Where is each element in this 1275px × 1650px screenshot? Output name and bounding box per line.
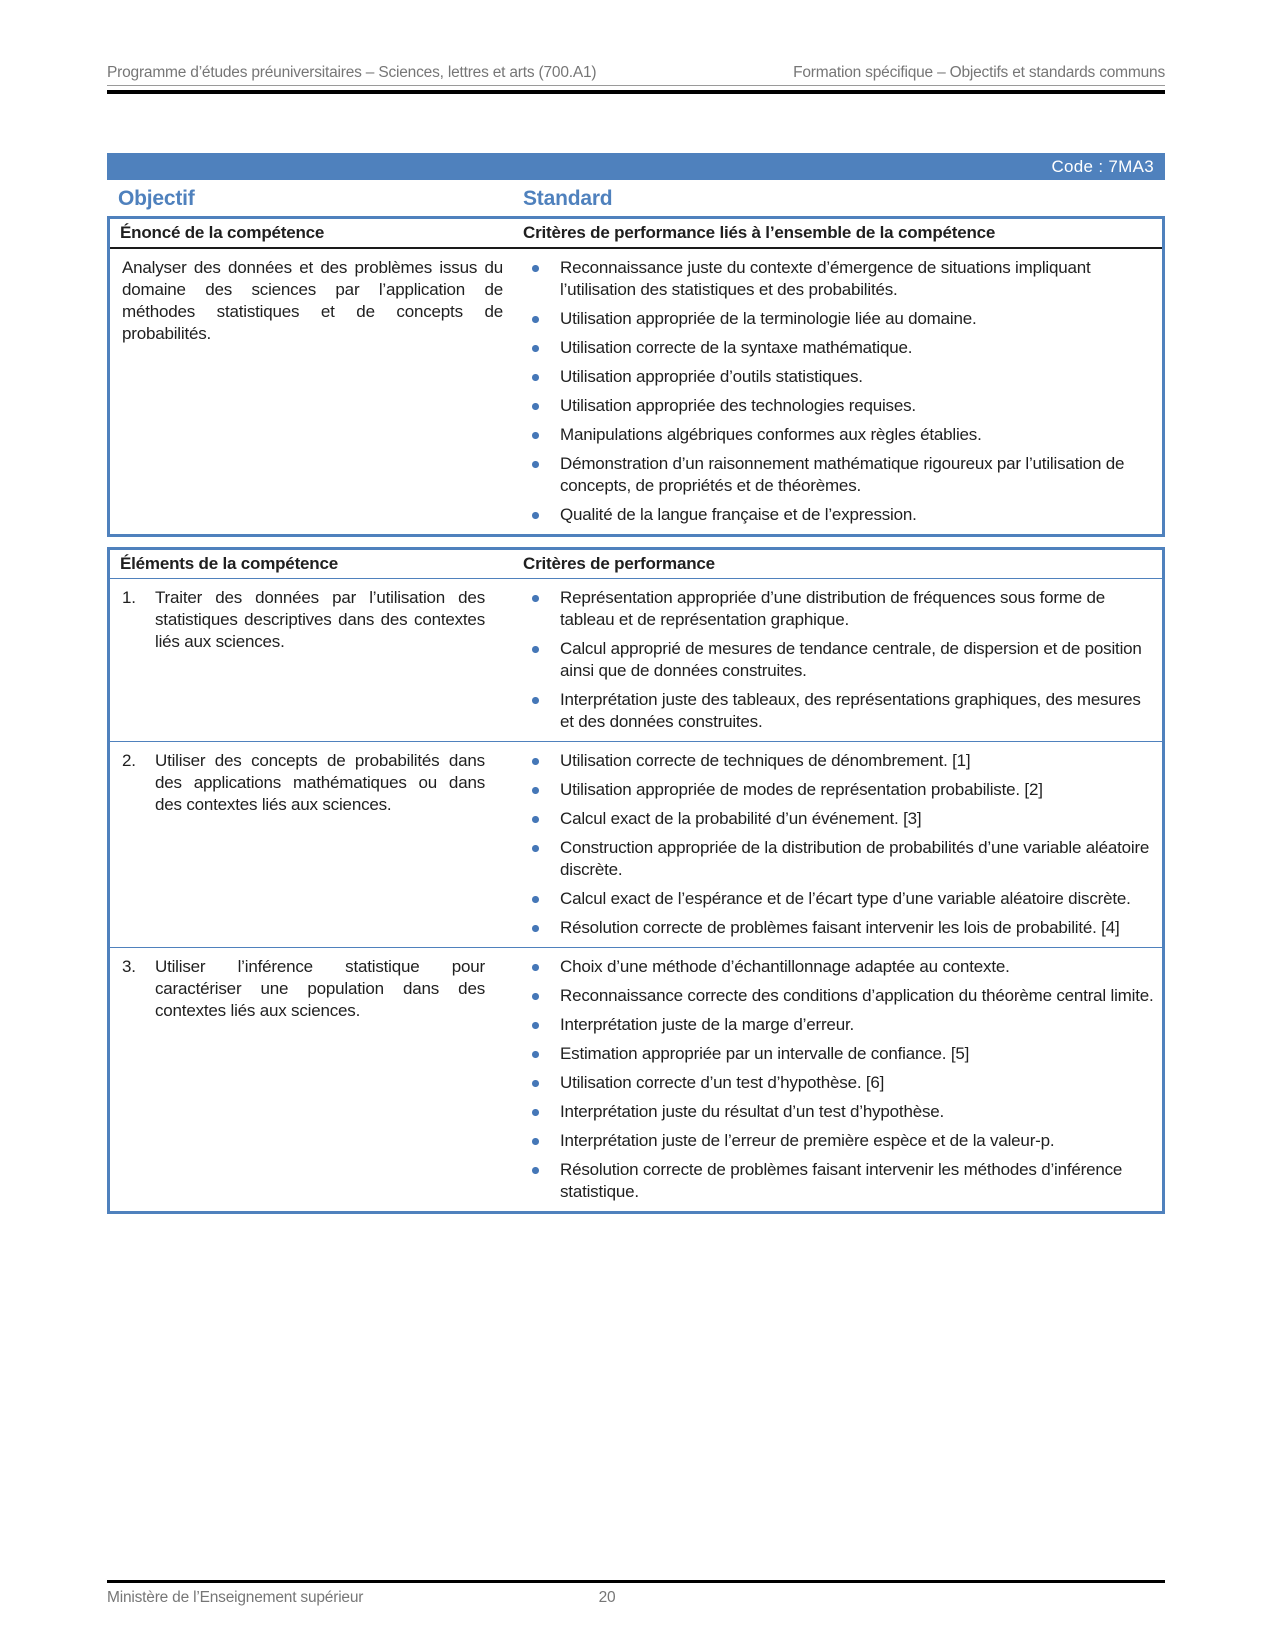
- criterion-item: Utilisation appropriée de modes de représentation probabiliste. [2]: [513, 779, 1156, 801]
- criterion-item: Résolution correcte de problèmes faisant intervenir les lois de probabilité. [4]: [513, 917, 1156, 939]
- code-label: Code : 7MA3: [1051, 157, 1154, 176]
- criterion-item: Reconnaissance juste du contexte d’émergence de situations impliquant l’utilisation des statistiques et des probabilités.: [513, 257, 1156, 301]
- criterion-item: Reconnaissance correcte des conditions d’application du théorème central limite.: [513, 985, 1156, 1007]
- competence-statement-cell: [110, 249, 513, 534]
- criteria-list: [513, 587, 1156, 733]
- footer-left: Ministère de l’Enseignement supérieur: [107, 1589, 364, 1606]
- heading-objectif: Objectif: [118, 186, 195, 210]
- competence-statement-table: [107, 216, 1165, 537]
- competence-statement-text: Analyser des données et des problèmes issus du domaine des sciences par l’application de méthodes statistiques et de concepts de probabilités.: [122, 258, 503, 343]
- element-text: Utiliser l’inférence statistique pour caractériser une population dans des contextes liés aux sciences.: [155, 957, 485, 1020]
- element-text: Utiliser des concepts de probabilités dans des applications mathématiques ou dans des contextes liés aux sciences.: [155, 751, 485, 814]
- table1-header-row: [110, 219, 1162, 249]
- criterion-item: Interprétation juste de l’erreur de première espèce et de la valeur-p.: [513, 1130, 1156, 1152]
- element-text: Traiter des données par l’utilisation des statistiques descriptives dans des contextes liés aux sciences.: [155, 588, 485, 651]
- table1-left-header: Énoncé de la compétence: [120, 223, 325, 242]
- criterion-item: Interprétation juste de la marge d’erreur.: [513, 1014, 1156, 1036]
- criterion-item: Utilisation correcte de la syntaxe mathématique.: [513, 337, 1156, 359]
- table1-body-row: [110, 249, 1162, 534]
- criterion-item: Construction appropriée de la distribution de probabilités d’une variable aléatoire discrète.: [513, 837, 1156, 881]
- criterion-item: Représentation appropriée d’une distribution de fréquences sous forme de tableau et de représentation graphique.: [513, 587, 1156, 631]
- element-number: 3.: [122, 957, 136, 976]
- criterion-item: Calcul approprié de mesures de tendance centrale, de dispersion et de position ainsi que de données construites.: [513, 638, 1156, 682]
- element-number: 2.: [122, 751, 136, 770]
- element-number: 1.: [122, 588, 136, 607]
- criterion-item: Interprétation juste du résultat d’un test d’hypothèse.: [513, 1101, 1156, 1123]
- page-footer: [107, 1580, 1165, 1607]
- heading-standard: Standard: [523, 186, 613, 210]
- criteria-list: [513, 750, 1156, 939]
- criteria-cell: [513, 579, 1162, 741]
- section-headings: [107, 183, 1165, 214]
- element-cell: [110, 742, 513, 947]
- criteria-list: [513, 956, 1156, 1203]
- criterion-item: Démonstration d’un raisonnement mathématique rigoureux par l’utilisation de concepts, de propriétés et de théorèmes.: [513, 453, 1156, 497]
- criterion-item: Utilisation appropriée de la terminologie liée au domaine.: [513, 308, 1156, 330]
- table2-left-header: Éléments de la compétence: [120, 554, 338, 573]
- page-number: 20: [598, 1589, 616, 1606]
- competence-elements-table: [107, 547, 1165, 1214]
- table1-criteria-list: [513, 257, 1156, 526]
- criterion-item: Choix d’une méthode d’échantillonnage adaptée au contexte.: [513, 956, 1156, 978]
- criteria-cell: [513, 948, 1162, 1211]
- criterion-item: Utilisation appropriée d’outils statistiques.: [513, 366, 1156, 388]
- criterion-item: Utilisation correcte de techniques de dénombrement. [1]: [513, 750, 1156, 772]
- criterion-item: Calcul exact de l’espérance et de l’écart type d’une variable aléatoire discrète.: [513, 888, 1156, 910]
- criterion-item: Résolution correcte de problèmes faisant intervenir les méthodes d’inférence statistique.: [513, 1159, 1156, 1203]
- code-bar: [107, 153, 1165, 180]
- page-header: [107, 64, 1165, 94]
- criterion-item: Utilisation correcte d’un test d’hypothèse. [6]: [513, 1072, 1156, 1094]
- criterion-item: Utilisation appropriée des technologies requises.: [513, 395, 1156, 417]
- page-header-right: Formation spécifique – Objectifs et standards communs: [793, 64, 1165, 81]
- element-cell: [110, 579, 513, 741]
- criteria-cell: [513, 742, 1162, 947]
- page-header-left: Programme d’études préuniversitaires – Sciences, lettres et arts (700.A1): [107, 64, 597, 81]
- table2-right-header: Critères de performance: [523, 554, 715, 573]
- table-row: [110, 579, 1162, 741]
- table1-criteria-cell: [513, 249, 1162, 534]
- table2-header-row: [110, 550, 1162, 579]
- header-rule: [107, 90, 1165, 94]
- table-row: [110, 947, 1162, 1211]
- criterion-item: Calcul exact de la probabilité d’un événement. [3]: [513, 808, 1156, 830]
- criterion-item: Qualité de la langue française et de l’expression.: [513, 504, 1156, 526]
- table1-right-header: Critères de performance liés à l’ensemble de la compétence: [523, 223, 996, 242]
- criterion-item: Manipulations algébriques conformes aux règles établies.: [513, 424, 1156, 446]
- main-content: [107, 153, 1165, 1214]
- footer-rule: [107, 1580, 1165, 1583]
- element-cell: [110, 948, 513, 1211]
- table-row: [110, 741, 1162, 947]
- criterion-item: Interprétation juste des tableaux, des représentations graphiques, des mesures et des données construites.: [513, 689, 1156, 733]
- criterion-item: Estimation appropriée par un intervalle de confiance. [5]: [513, 1043, 1156, 1065]
